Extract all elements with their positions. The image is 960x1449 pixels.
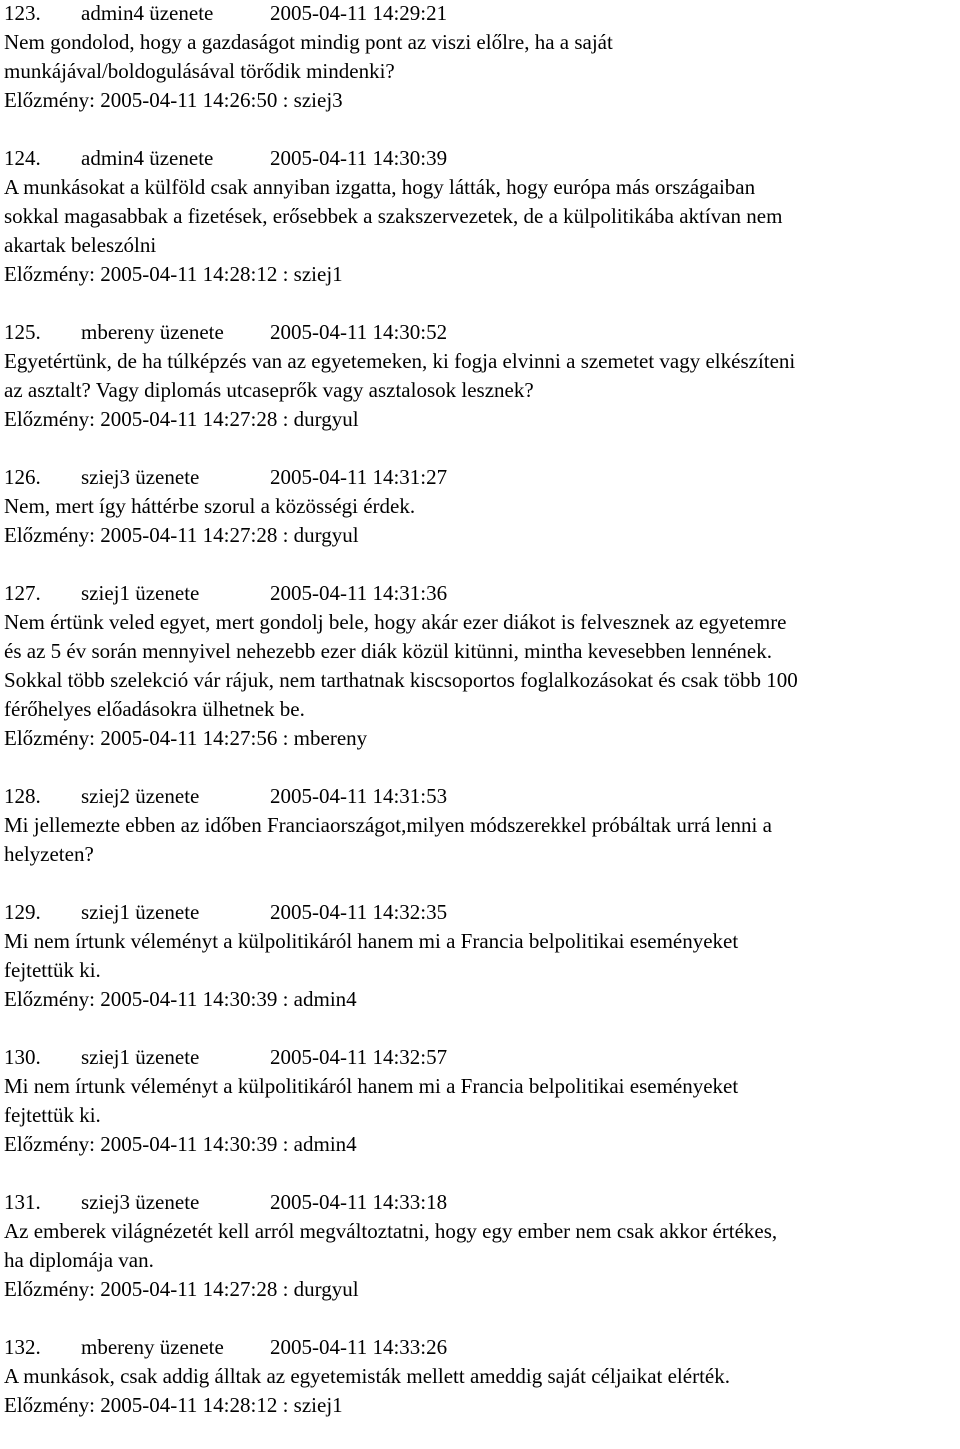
post-message-line: férőhelyes előadásokra ülhetnek be. [4, 697, 305, 721]
post-header [4, 579, 958, 608]
post-timestamp: 2005-04-11 14:31:53 [270, 784, 448, 808]
post-header [4, 1043, 958, 1072]
post-timestamp: 2005-04-11 14:30:52 [270, 320, 448, 344]
post-number: 129. [4, 900, 41, 924]
post-timestamp: 2005-04-11 14:29:21 [270, 1, 448, 25]
post-message-line: Az emberek világnézetét kell arról megváltoztatni, hogy egy ember nem csak akkor értékes, [4, 1219, 778, 1243]
post-previous-reference: Előzmény: 2005-04-11 14:30:39 : admin4 [4, 987, 357, 1011]
forum-post [4, 1333, 958, 1420]
post-message-line: Sokkal több szelekció vár rájuk, nem tarthatnak kiscsoportos foglalkozásokat és csak több 100 [4, 668, 798, 692]
post-header [4, 463, 958, 492]
post-message-line: az asztalt? Vagy diplomás utcaseprők vagy asztalosok lesznek? [4, 378, 534, 402]
post-timestamp: 2005-04-11 14:32:57 [270, 1045, 448, 1069]
post-timestamp: 2005-04-11 14:33:26 [270, 1335, 448, 1359]
post-message-line: Nem értünk veled egyet, mert gondolj bele, hogy akár ezer diákot is felvesznek az egyetemre [4, 610, 787, 634]
forum-post [4, 782, 958, 869]
post-author: sziej3 üzenete [81, 1190, 200, 1214]
post-timestamp: 2005-04-11 14:33:18 [270, 1190, 448, 1214]
post-message-line: Egyetértünk, de ha túlképzés van az egyetemeken, ki fogja elvinni a szemetet vagy elkészíteni [4, 349, 796, 373]
post-timestamp: 2005-04-11 14:30:39 [270, 146, 448, 170]
post-message-line: és az 5 év során mennyivel nehezebb ezer diák közül kitünni, mintha kevesebben lennének. [4, 639, 772, 663]
post-message-line: fejtettük ki. [4, 958, 101, 982]
post-number: 123. [4, 1, 41, 25]
post-author: sziej2 üzenete [81, 784, 200, 808]
post-number: 124. [4, 146, 41, 170]
post-message-line: Nem gondolod, hogy a gazdaságot mindig pont az viszi előlre, ha a saját [4, 30, 613, 54]
post-author: admin4 üzenete [81, 1, 214, 25]
post-previous-reference: Előzmény: 2005-04-11 14:27:28 : durgyul [4, 1277, 359, 1301]
post-author: sziej1 üzenete [81, 581, 200, 605]
post-header [4, 782, 958, 811]
post-header [4, 898, 958, 927]
forum-post [4, 144, 958, 289]
post-header [4, 144, 958, 173]
post-header [4, 0, 958, 28]
post-message-line: munkájával/boldogulásával törődik mindenki? [4, 59, 395, 83]
forum-post [4, 0, 958, 115]
post-message-line: Nem, mert így háttérbe szorul a közösségi érdek. [4, 494, 416, 518]
post-message-line: fejtettük ki. [4, 1103, 101, 1127]
post-author: sziej3 üzenete [81, 465, 200, 489]
post-number: 128. [4, 784, 41, 808]
post-previous-reference: Előzmény: 2005-04-11 14:27:28 : durgyul [4, 523, 359, 547]
post-previous-reference: Előzmény: 2005-04-11 14:30:39 : admin4 [4, 1132, 357, 1156]
forum-post [4, 1043, 958, 1159]
post-message-line: Mi jellemezte ebben az időben Franciaországot,milyen módszerekkel próbáltak urrá lenni a [4, 813, 772, 837]
post-message-line: akartak beleszólni [4, 233, 157, 257]
post-number: 126. [4, 465, 41, 489]
post-previous-reference: Előzmény: 2005-04-11 14:26:50 : sziej3 [4, 88, 343, 112]
post-number: 132. [4, 1335, 41, 1359]
forum-post [4, 463, 958, 550]
post-header [4, 318, 958, 347]
post-header [4, 1333, 958, 1362]
post-message-line: sokkal magasabbak a fizetések, erősebbek a szakszervezetek, de a külpolitikába aktívan nem [4, 204, 783, 228]
post-number: 131. [4, 1190, 41, 1214]
post-timestamp: 2005-04-11 14:32:35 [270, 900, 448, 924]
post-message-line: ha diplomája van. [4, 1248, 154, 1272]
post-header [4, 1188, 958, 1217]
post-previous-reference: Előzmény: 2005-04-11 14:28:12 : sziej1 [4, 262, 343, 286]
post-message-line: Mi nem írtunk véleményt a külpolitikáról hanem mi a Francia belpolitikai eseményeket [4, 929, 739, 953]
forum-post [4, 1188, 958, 1304]
post-author: admin4 üzenete [81, 146, 214, 170]
post-number: 125. [4, 320, 41, 344]
post-author: mbereny üzenete [81, 1335, 224, 1359]
post-timestamp: 2005-04-11 14:31:27 [270, 465, 448, 489]
post-author: sziej1 üzenete [81, 1045, 200, 1069]
forum-post [4, 318, 958, 434]
post-previous-reference: Előzmény: 2005-04-11 14:27:28 : durgyul [4, 407, 359, 431]
post-message-line: helyzeten? [4, 842, 94, 866]
post-timestamp: 2005-04-11 14:31:36 [270, 581, 448, 605]
post-author: sziej1 üzenete [81, 900, 200, 924]
post-number: 130. [4, 1045, 41, 1069]
post-message-line: A munkásokat a külföld csak annyiban izgatta, hogy látták, hogy európa más országaiban [4, 175, 756, 199]
post-previous-reference: Előzmény: 2005-04-11 14:28:12 : sziej1 [4, 1393, 343, 1417]
post-previous-reference: Előzmény: 2005-04-11 14:27:56 : mbereny [4, 726, 368, 750]
post-number: 127. [4, 581, 41, 605]
post-message-line: A munkások, csak addig álltak az egyetemisták mellett ameddig saját céljaikat elérték. [4, 1364, 730, 1388]
forum-post [4, 898, 958, 1014]
post-author: mbereny üzenete [81, 320, 224, 344]
post-message-line: Mi nem írtunk véleményt a külpolitikáról hanem mi a Francia belpolitikai eseményeket [4, 1074, 739, 1098]
forum-post [4, 579, 958, 753]
